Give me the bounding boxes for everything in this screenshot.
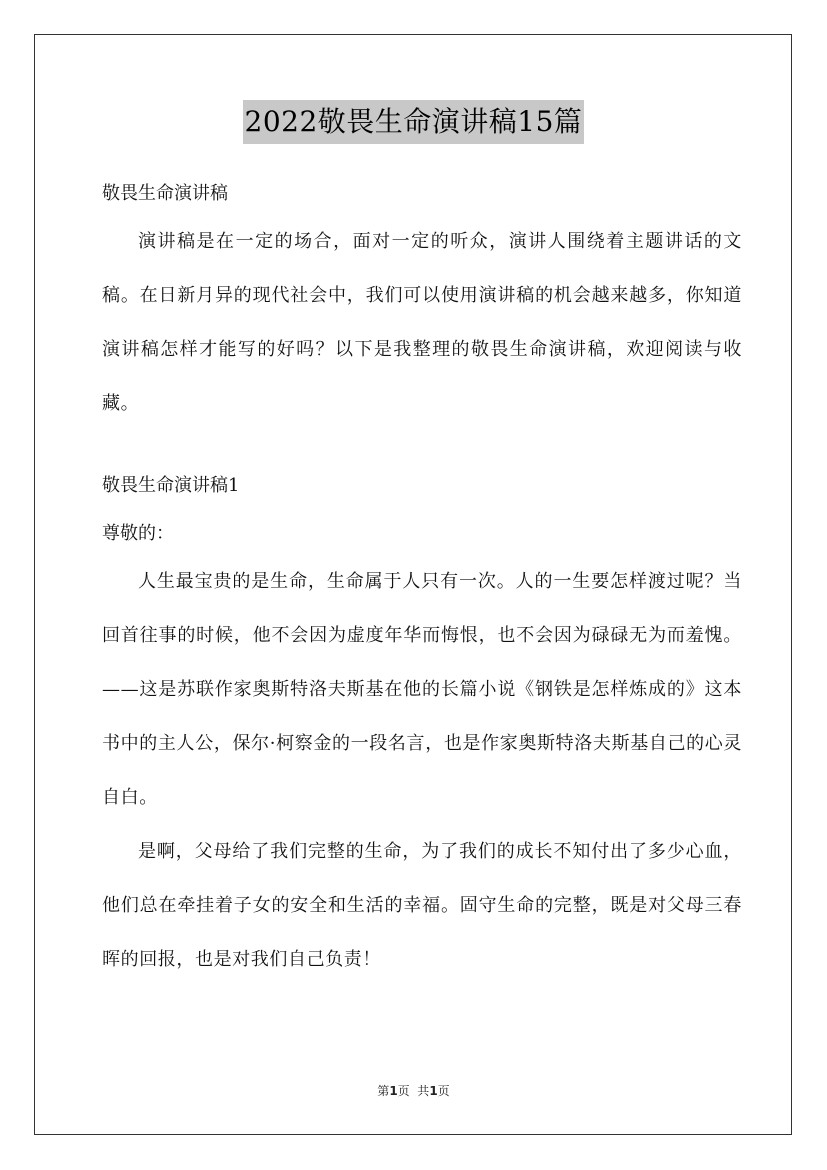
title-container: [0, 100, 827, 144]
document-subtitle: 敬畏生命演讲稿: [102, 183, 228, 204]
footer-page-prefix: 第: [377, 1084, 390, 1098]
page-footer: [0, 1082, 827, 1099]
salutation: 尊敬的：: [102, 523, 174, 544]
footer-page-current: 1: [389, 1084, 398, 1098]
footer-page-suffix: 页: [437, 1084, 450, 1098]
document-title: 2022敬畏生命演讲稿15篇: [243, 100, 585, 144]
document-body: [102, 175, 742, 987]
body-paragraph-1: 人生最宝贵的是生命，生命属于人只有一次。人的一生要怎样渡过呢？当回首往事的时候，他不会因为虚度年华而悔恨，也不会因为碌碌无为而羞愧。——这是苏联作家奥斯特洛夫斯基在他的长篇小说《钢铁是怎样炼成的》这本书中的主人公，保尔·柯察金的一段名言，也是作家奥斯特洛夫斯基自己的心灵自白。: [102, 571, 742, 808]
footer-page-mid: 页 共: [397, 1084, 430, 1098]
intro-paragraph: 演讲稿是在一定的场合，面对一定的听众，演讲人围绕着主题讲话的文稿。在日新月异的现代社会中，我们可以使用演讲稿的机会越来越多，你知道演讲稿怎样才能写的好吗？以下是我整理的敬畏生命演讲稿，欢迎阅读与收藏。: [102, 231, 742, 414]
body-paragraph-2: 是啊，父母给了我们完整的生命，为了我们的成长不知付出了多少心血，他们总在牵挂着子女的安全和生活的幸福。固守生命的完整，既是对父母三春晖的回报，也是对我们自己负责！: [102, 841, 742, 970]
footer-page-total: 1: [429, 1084, 438, 1098]
section-heading: 敬畏生命演讲稿1: [102, 475, 240, 496]
